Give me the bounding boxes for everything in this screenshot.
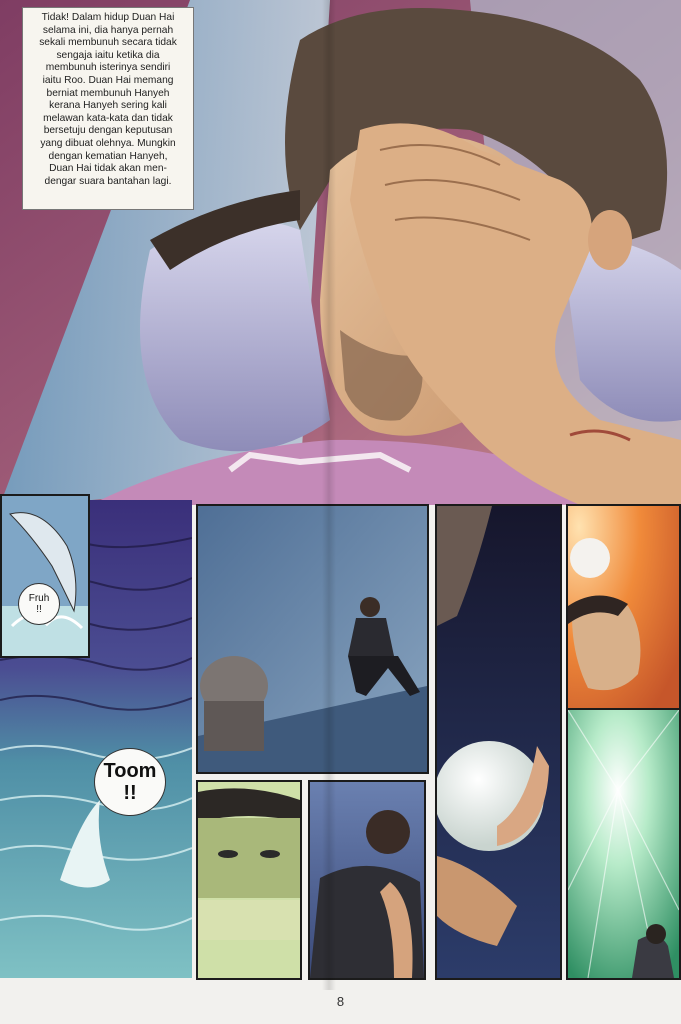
caption-line: dengar suara bantahan lagi. (44, 175, 172, 187)
boy-sitting-art (198, 506, 427, 772)
green-burst-panel (566, 708, 681, 980)
boy-head (360, 597, 380, 617)
left-eye (218, 850, 238, 858)
boy-head-back (366, 810, 410, 854)
green-burst-art (568, 710, 679, 978)
caption-line: dengan kematian Hanyeh, (48, 150, 168, 162)
orb-art (437, 506, 560, 978)
caption-line: selama ini, dia hanya pernah (42, 24, 174, 36)
sfx-mark: !! (36, 604, 42, 615)
caption-line: berniat membunuh Hanyeh (46, 87, 170, 99)
boy-face-art (198, 782, 300, 978)
capstan-base (204, 701, 264, 751)
caption-line: iaitu Roo. Duan Hai memang (42, 74, 174, 86)
caption-line: Duan Hai tidak akan men- (49, 163, 167, 175)
orange-burst-art (568, 506, 679, 714)
boy-sitting-panel (196, 504, 429, 774)
jumping-fish-panel (0, 494, 90, 658)
caption-line: bersetuju dengan keputusan (43, 125, 173, 137)
orange-burst-panel (566, 504, 681, 716)
caption-line: sengaja iaitu ketika dia (56, 49, 160, 61)
caption-line: yang dibuat olehnya. Mungkin (40, 137, 176, 149)
boy-face-green (198, 818, 300, 898)
sfx-mark: !! (123, 782, 137, 804)
boy-arm (198, 900, 300, 940)
page-gutter-shadow (322, 0, 336, 990)
caption-line: membunuh isterinya sendiri (45, 62, 171, 74)
ear (588, 210, 632, 270)
sfx-text: Fruh (28, 593, 50, 604)
caption-line: Tidak! Dalam hidup Duan Hai (41, 12, 175, 23)
sfx-bubble-fruh (18, 583, 60, 625)
sfx-text: Toom (103, 760, 157, 782)
page-number: 8 (336, 994, 345, 1009)
sfx-bubble-toom (94, 748, 166, 816)
orb-panel (435, 504, 562, 980)
jumping-fish-art (2, 496, 88, 656)
small-orb (570, 538, 610, 578)
caption-line: kerana Hanyeh sering kali (49, 100, 167, 112)
caption-line: melawan kata-kata dan tidak (43, 112, 173, 124)
boy-face-panel (196, 780, 302, 980)
caption-line: sekali membunuh secara tidak (39, 37, 177, 49)
splash-panel-duan-hai (0, 0, 681, 505)
right-eye (260, 850, 280, 858)
narration-caption-box (22, 7, 194, 210)
boy-silhouette-head (646, 924, 666, 944)
boy-body (348, 618, 394, 656)
